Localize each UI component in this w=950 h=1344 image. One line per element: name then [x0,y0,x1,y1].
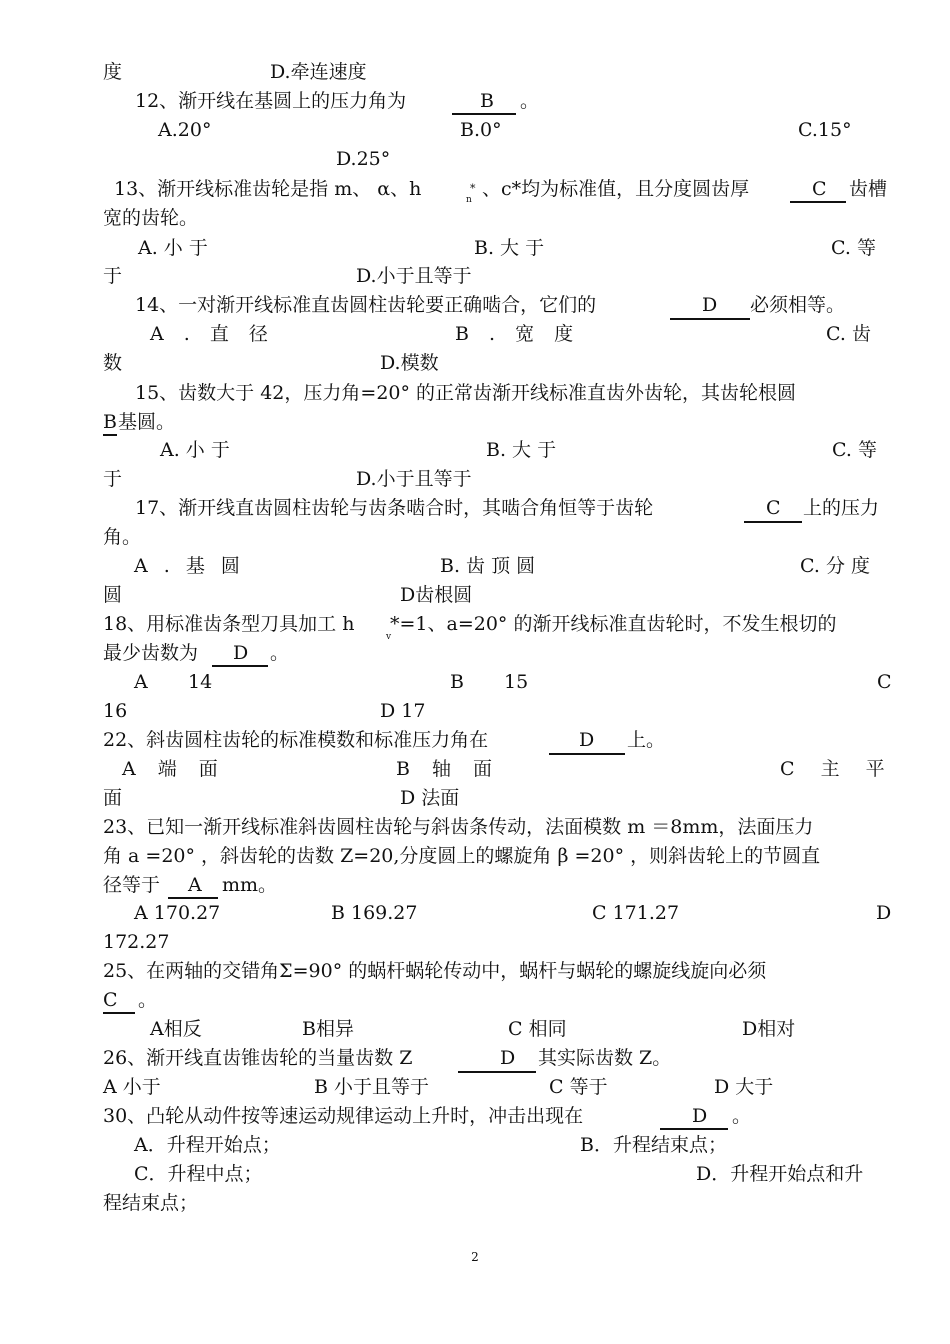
text-line: 宽的齿轮。 [103,207,199,229]
answer-underline [744,521,802,523]
option-a: A. 小 于 [138,237,208,259]
text-line: 面 [103,787,123,809]
option-a: A 小于 [103,1076,161,1098]
option-b: B. 大 于 [486,439,557,461]
answer-underline [458,1071,536,1073]
text-line: 数 [103,352,123,374]
answer-underline [168,897,218,899]
option-d: D．升程开始点和升 [696,1163,864,1185]
question-18: 18、用标准齿条型刀具加工 h [103,613,355,635]
subscript: n [466,195,472,205]
option-a: A．升程开始点； [134,1134,281,1156]
option-c: C. 分 度 [800,555,870,577]
question-30: 30、凸轮从动件按等速运动规律运动上升时，冲击出现在 [103,1105,584,1127]
text-line: 齿槽 [849,178,888,200]
option-b: B . 宽 度 [455,323,574,345]
text-line: 。 [270,642,290,664]
option-b: B. 大 于 [474,237,545,259]
page-number: 2 [471,1250,479,1264]
answer-underline [670,318,750,320]
option-b: B [450,671,464,693]
question-23: 23、已知一渐开线标准斜齿圆柱齿轮与斜齿条传动，法面模数 m ＝8mm，法面压力 [103,816,814,838]
option-a: A 170.27 [134,902,221,924]
option-b: B 轴 面 [396,758,493,780]
option-c: C 相同 [508,1018,567,1040]
text-line: 必须相等。 [750,294,846,316]
answer-blank: D [500,1047,516,1069]
text-line: * [470,182,476,195]
option-a: A . 基 圆 [134,555,240,577]
answer-underline [660,1128,728,1130]
text-line: *=1、a=20° 的渐开线标准直齿轮时，不发生根切的 [390,613,837,635]
answer-blank: D [579,729,595,751]
answer-underline [103,1012,135,1014]
question-25: 25、在两轴的交错角Σ=90° 的蜗杆蜗轮传动中，蜗杆与蜗轮的螺旋线旋向必须 [103,960,767,982]
subscript: v [386,632,392,642]
answer-blank: C [812,178,827,200]
text-line: 于 [103,468,123,490]
answer-underline [452,113,516,115]
option-c: C. 等 [831,237,876,259]
answer-blank: D [692,1105,708,1127]
option-c: C. 等 [832,439,877,461]
option-b-value: 15 [504,671,529,693]
option-a-value: 14 [188,671,213,693]
question-17: 17、渐开线直齿圆柱齿轮与齿条啮合时，其啮合角恒等于齿轮 [135,497,654,519]
text-line: 其实际齿数 Z。 [538,1047,672,1069]
question-13: 13、渐开线标准齿轮是指 m、 α、h [114,178,422,200]
option-d: D.模数 [380,352,439,374]
question-14: 14、一对渐开线标准直齿圆柱齿轮要正确啮合，它们的 [135,294,597,316]
option-d: D.小于且等于 [356,468,472,490]
option-a: A 端 面 [122,758,218,780]
option-c: C 主 平 [780,758,885,780]
option-b: B相异 [302,1018,354,1040]
text-line: 角。 [103,526,142,548]
text-line: D.牵连速度 [270,61,367,83]
text-line: 、c*均为标准值，且分度圆齿厚 [482,178,750,200]
option-b: B.0° [460,119,502,141]
question-26: 26、渐开线直齿锥齿轮的当量齿数 Z [103,1047,413,1069]
option-c: C. 齿 [826,323,871,345]
option-b: B．升程结束点； [580,1134,727,1156]
option-c: C 171.27 [592,902,680,924]
question-12: 12、渐开线在基圆上的压力角为 [135,90,407,112]
text-line: 上的压力 [803,497,880,519]
option-c: C 等于 [549,1076,608,1098]
option-a: A. 小 于 [160,439,230,461]
option-c: C [877,671,892,693]
text-line: 。 [138,989,158,1011]
answer-underline [790,201,846,203]
option-c: C．升程中点； [134,1163,263,1185]
answer-blank: B [480,90,494,112]
answer-underline [103,434,117,436]
answer-blank: A [188,874,202,896]
option-d: D.25° [336,148,391,170]
text-line: 圆 [103,584,123,606]
option-d: D.小于且等于 [356,265,472,287]
question-15: 15、齿数大于 42，压力角=20° 的正常齿渐开线标准直齿外齿轮，其齿轮根圆 [135,382,797,404]
option-b: B 小于且等于 [314,1076,430,1098]
answer-blank: D [233,642,249,664]
text-line: 程结束点； [103,1192,199,1214]
text-line: 角 a =20° ，斜齿轮的齿数 Z=20,分度圆上的螺旋角 β =20° ，则斜齿轮上的节圆直 [103,845,821,867]
text-line: 于 [103,265,123,287]
text-line: mm。 [222,874,278,896]
answer-blank: D [702,294,718,316]
question-22: 22、斜齿圆柱齿轮的标准模数和标准压力角在 [103,729,489,751]
option-d: D相对 [742,1018,796,1040]
option-d-value: 172.27 [103,931,170,953]
answer-underline [549,753,625,755]
option-d: D 大于 [714,1076,774,1098]
option-d: D 17 [380,700,426,722]
answer-underline [212,665,268,667]
option-b: B. 齿 顶 圆 [440,555,536,577]
option-b: B 169.27 [331,902,418,924]
text-line: 。 [520,90,540,112]
option-c: C.15° [798,119,852,141]
option-a: A [134,671,148,693]
answer-blank: C [766,497,781,519]
answer-blank: C [103,989,118,1011]
text-line: 基圆。 [118,411,176,433]
text-line: 最少齿数为 [103,642,199,664]
answer-blank: B [103,411,117,433]
text-line: 。 [732,1105,752,1127]
option-a: A . 直 径 [150,323,268,345]
option-d: D齿根圆 [400,584,473,606]
text-line: 度 [103,61,123,83]
option-d: D 法面 [400,787,460,809]
option-d: D [876,902,892,924]
option-a: A相反 [150,1018,202,1040]
text-line: 上。 [627,729,666,751]
text-line: 径等于 [103,874,161,896]
option-a: A.20° [158,119,212,141]
option-c-value: 16 [103,700,128,722]
